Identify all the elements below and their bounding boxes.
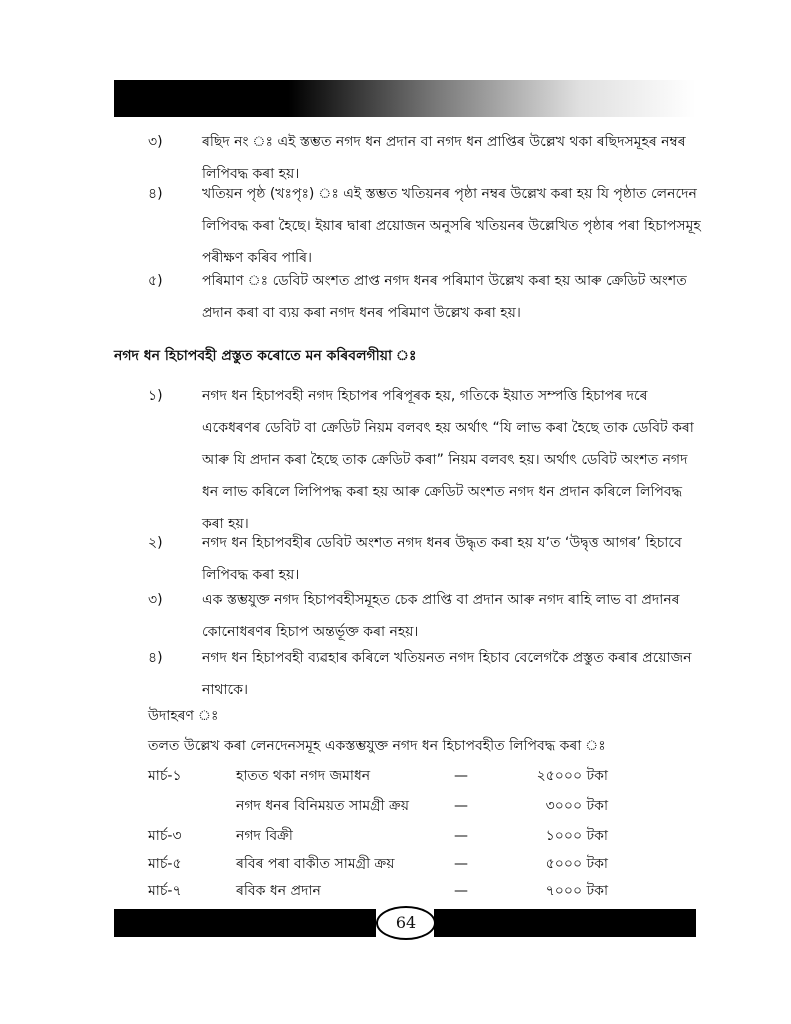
item-text: পৰিমাণ ঃ ডেবিট অংশত প্ৰাপ্ত নগদ ধনৰ পৰিমাণ উল্লেখ কৰা হয় আৰু ক্ৰেডিট অংশত প্ৰদান কৰা বা ব্যয় কৰা নগদ ধনৰ পৰিমাণ উল্লেখ কৰা হয়। — [202, 273, 687, 321]
transaction-amount: ২৫০০০ টকা — [536, 768, 608, 784]
item-number: ৪) — [148, 650, 163, 666]
footer-bar-left — [114, 909, 376, 937]
section-heading: নগদ ধন হিচাপবহী প্ৰস্তুত কৰোতে মন কৰিবলগীয়া ঃ — [114, 348, 417, 364]
transaction-row — [148, 792, 608, 820]
item-number: ৩) — [148, 134, 163, 150]
item-text: এক স্তম্ভযুক্ত নগদ হিচাপবহীসমূহত চেক প্ৰাপ্তি বা প্ৰদান আৰু নগদ ৰাহি লাভ বা প্ৰদানৰ কোনোধৰণৰ হিচাপ অন্তৰ্ভূক্ত কৰা নহয়। — [202, 592, 680, 640]
list-item — [148, 642, 708, 706]
transaction-amount: ৫০০০ টকা — [545, 856, 608, 872]
transaction-amount: ৭০০০ টকা — [545, 883, 608, 899]
transaction-desc: নগদ ধনৰ বিনিময়ত সামগ্ৰী ক্ৰয় — [236, 798, 409, 814]
transaction-date: মাৰ্চ-৭ — [148, 883, 182, 899]
transaction-dash: — — [454, 768, 468, 784]
transaction-dash: — — [454, 798, 468, 814]
example-intro: তলত উল্লেখ কৰা লেনদেনসমূহ একস্তম্ভযুক্ত নগদ ধন হিচাপবহীত লিপিবদ্ধ কৰা ঃ — [148, 738, 606, 754]
list-item — [148, 527, 708, 591]
transaction-row — [148, 850, 608, 878]
item-text: ৰছিদ নং ঃ এই স্তম্ভত নগদ ধন প্ৰদান বা নগদ ধন প্ৰাপ্তিৰ উল্লেখ থকা ৰছিদসমূহৰ নম্বৰ লিপিবদ্ধ কৰা হয়। — [202, 134, 686, 182]
item-number: ৪) — [148, 186, 163, 202]
transaction-row — [148, 762, 608, 790]
transaction-desc: ৰবিক ধন প্ৰদান — [236, 883, 321, 899]
item-number: ১) — [148, 388, 163, 404]
list-item — [148, 178, 708, 274]
transaction-amount: ১০০০ টকা — [545, 828, 608, 844]
transaction-desc: ৰবিৰ পৰা বাকীত সামগ্ৰী ক্ৰয় — [236, 856, 395, 872]
transaction-dash: — — [454, 883, 468, 899]
page-number: 64 — [376, 906, 436, 940]
item-number: ৩) — [148, 592, 163, 608]
list-item — [148, 380, 708, 540]
transaction-dash: — — [454, 828, 468, 844]
transaction-dash: — — [454, 856, 468, 872]
transaction-amount: ৩০০০ টকা — [545, 798, 608, 814]
transaction-row — [148, 877, 608, 905]
list-item — [148, 584, 708, 648]
transaction-date: মাৰ্চ-৩ — [148, 828, 182, 844]
item-number: ২) — [148, 535, 163, 551]
item-text: নগদ ধন হিচাপবহী ব্যৱহাৰ কৰিলে খতিয়নত নগদ হিচাব বেলেগকৈ প্ৰস্তুত কৰাৰ প্ৰয়োজন নাথাকে। — [202, 650, 692, 698]
item-text: খতিয়ন পৃষ্ঠ (খঃপৃঃ) ঃ এই স্তম্ভত খতিয়নৰ পৃষ্ঠা নম্বৰ উল্লেখ কৰা হয় যি পৃষ্ঠাত লেনদেন লিপিবদ্ধ কৰা হৈছে। ইয়াৰ দ্বাৰা প্ৰয়োজন অনুসৰি খতিয়নৰ উল্লেখিত পৃষ্ঠাৰ পৰা হিচাপসমূহ পৰীক্ষণ কৰিব পাৰি। — [202, 186, 701, 266]
transaction-desc: নগদ বিক্ৰী — [236, 828, 293, 844]
transaction-row — [148, 822, 608, 850]
transaction-date: মাৰ্চ-১ — [148, 768, 182, 784]
header-gradient-bar — [114, 80, 696, 117]
list-item — [148, 265, 708, 329]
footer-bar-right — [434, 909, 696, 937]
item-number: ৫) — [148, 273, 163, 289]
item-text: নগদ ধন হিচাপবহী নগদ হিচাপৰ পৰিপূৰক হয়, গতিকে ইয়াত সম্পত্তি হিচাপৰ দৰে একেধৰণৰ ডেবিট বা ক্ৰেডিট নিয়ম বলবৎ হয় অৰ্থাৎ “যি লাভ কৰা হৈছে তাক ডেবিট কৰা আৰু যি প্ৰদান কৰা হৈছে তাক ক্ৰেডিট কৰা” নিয়ম বলবৎ হয়। অৰ্থাৎ ডেবিট অংশত নগদ ধন লাভ কৰিলে লিপিপদ্ধ কৰা হয় আৰু ক্ৰেডিট অংশত নগদ ধন প্ৰদান কৰিলে লিপিবদ্ধ কৰা হয়। — [202, 388, 694, 532]
transaction-date: মাৰ্চ-৫ — [148, 856, 182, 872]
transaction-desc: হাতত থকা নগদ জমাধন — [236, 768, 371, 784]
example-label: উদাহৰণ ঃ — [148, 708, 219, 724]
item-text: নগদ ধন হিচাপবহীৰ ডেবিট অংশত নগদ ধনৰ উদ্ধৃত কৰা হয় যʼত ‘উদ্বৃত্ত আগৰ’ হিচাবে লিপিবদ্ধ কৰা হয়। — [202, 535, 682, 583]
